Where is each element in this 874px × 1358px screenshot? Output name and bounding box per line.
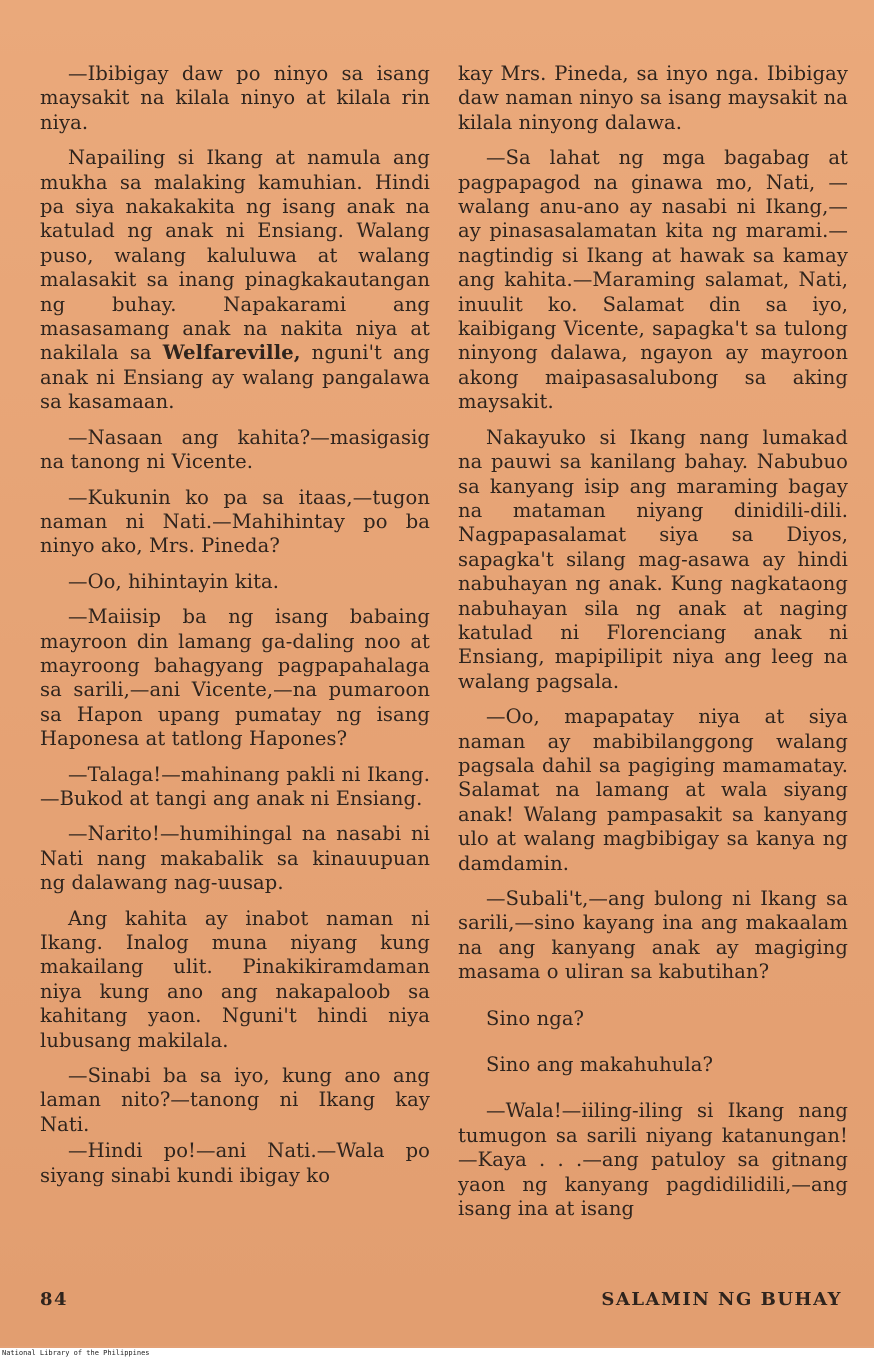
paragraph: Sino ang makahuhula? [486,1053,714,1077]
paragraph: —Talaga!—mahinang pakli ni Ikang.—Bukod at tangi ang anak ni Ensiang. [40,762,430,810]
paragraph: —Subali't,—ang bulong ni Ikang sa sarili,—sino kayang ina ang makaalam na ang kanyang anak ay magiging masama o uliran sa kabutihan? [458,887,848,984]
paragraph: —Maiisip ba ng isang babaing mayroon din lamang ga-daling noo at mayroong bahagyang pagpapahalaga sa sarili,—ani Vicente,—na pumaroon sa Hapon upang pumatay ng isang Haponesa at tatlong Hapones? [40,605,430,751]
paragraph: Ang kahita ay inabot naman ni Ikang. Inalog muna niyang kung makailang ulit. Pinakikiramdaman niya kung ano ang nakapaloob sa kahitang yaon. Nguni't hindi niya lubusang makilala. [40,906,430,1052]
paragraph: —Sinabi ba sa iyo, kung ano ang laman nito?—tanong ni Ikang kay Nati. [40,1064,430,1136]
paragraph: —Hindi po!—ani Nati.—Wala po siyang sinabi kundi ibigay ko [40,1139,430,1187]
paragraph: —Ibibigay daw po ninyo sa isang maysakit na kilala ninyo at kilala rin niya. [40,62,430,134]
paragraph: —Narito!—humihingal na nasabi ni Nati nang makabalik sa kinauupuan ng dalawang nag-uusap. [40,822,430,895]
paragraph [40,146,430,414]
paragraph: —Sa lahat ng mga bagabag at pagpapagod na ginawa mo, Nati, —walang anu-ano ay nasabi ni Ikang,—ay pinasasalamatan kita ng marami.—nagtindig si Ikang at hawak sa kamay ang kahita.—Maraming salamat, Nati, inuulit ko. Salamat din sa iyo, kaibigang Vicente, sapagka't sa tulong ninyong dalawa, ngayon ay mayroon akong maipasasalubong sa aking maysakit. [458,146,848,414]
paragraph: Nakayuko si Ikang nang lumakad na pauwi sa kanilang bahay. Nabubuo sa kanyang isip ang maraming bagay na mataman niyang dinidili-dili. Nagpapasalamat siya sa Diyos, sapagka't silang mag-asawa ay hindi nabuhayan ng anak. Kung nagkataong nabuhayan sila ng anak at naging katulad ni Florenciang anak ni Ensiang, mapipilipit niya ang leeg na walang pagsala. [458,425,848,693]
right-column [458,62,848,1232]
left-column [40,62,430,1199]
library-credit: National Library of the Philippines [0,1348,874,1358]
paragraph: —Wala!—iiling-iling si Ikang nang tumugon sa sarili niyang katanungan!—Kaya . . .—ang patuloy sa gitnang yaon ng kanyang pagdidilidili,—ang isang ina at isang [458,1099,848,1221]
paragraph: Sino nga? [486,1006,585,1030]
paragraph: kay Mrs. Pineda, sa inyo nga. Ibibigay daw naman ninyo sa isang maysakit na kilala ninyong dalawa. [458,62,848,134]
paragraph-text: nguni't ang anak ni Ensiang ay walang pangalawa sa kasamaan. [40,341,430,414]
running-title: SALAMIN NG BUHAY [601,1289,842,1310]
paragraph: —Nasaan ang kahita?—masigasig na tanong ni Vicente. [40,425,430,474]
paragraph: —Kukunin ko pa sa itaas,—tugon naman ni Nati.—Mahihintay po ba ninyo ako, Mrs. Pineda? [40,485,430,558]
page-number: 84 [40,1289,69,1310]
place-name: Welfareville, [162,341,301,365]
paragraph: —Oo, hihintayin kita. [68,569,280,593]
paragraph-text: Napailing si Ikang at namula ang mukha sa malaking kamuhian. Hindi pa siya nakakakita ng isang anak na katulad ng anak ni Ensiang. Walang puso, walang kaluluwa at walang malasakit sa inang pinagkakautangan ng buhay. Napakarami ang masasamang anak na nakita niya at nakilala sa [40,146,430,365]
paragraph: —Oo, mapapatay niya at siya naman ay mabibilanggong walang pagsala dahil sa pagiging mamamatay. Salamat na lamang at wala siyang anak! Walang pampasakit sa kanyang ulo at walang magbibigay sa kanya ng damdamin. [458,705,848,875]
